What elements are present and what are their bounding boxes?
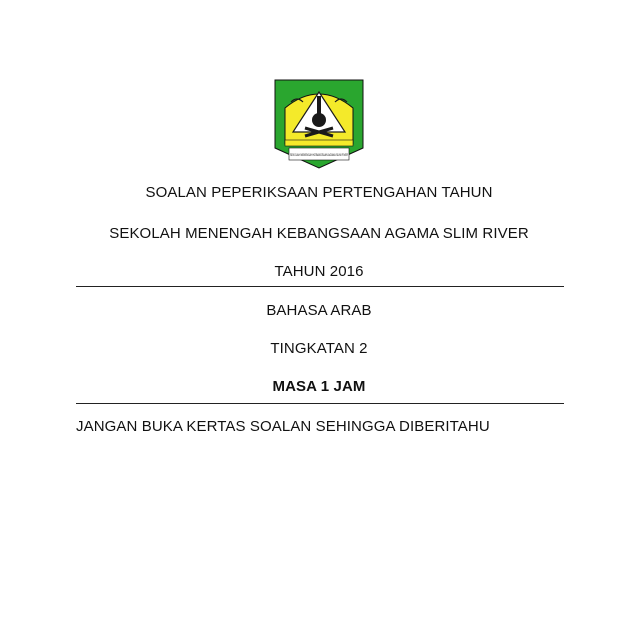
divider-bottom [76, 403, 564, 404]
duration-label: MASA 1 JAM [272, 378, 366, 395]
subject-label: BAHASA ARAB [266, 302, 372, 319]
school-crest-icon [275, 78, 363, 168]
header-school-name: SEKOLAH MENENGAH KEBANGSAAN AGAMA SLIM RIVER [109, 225, 529, 242]
header-year: TAHUN 2016 [274, 263, 364, 280]
crest-text: SEKOLAH MENENGAH KEBANGSAAN AGAMA SLIM RIVER [290, 152, 349, 157]
instruction-text: JANGAN BUKA KERTAS SOALAN SEHINGGA DIBERITAHU [76, 418, 490, 435]
divider-top [76, 286, 564, 287]
header-title: SOALAN PEPERIKSAAN PERTENGAHAN TAHUN [145, 184, 493, 201]
form-label: TINGKATAN 2 [270, 340, 368, 357]
